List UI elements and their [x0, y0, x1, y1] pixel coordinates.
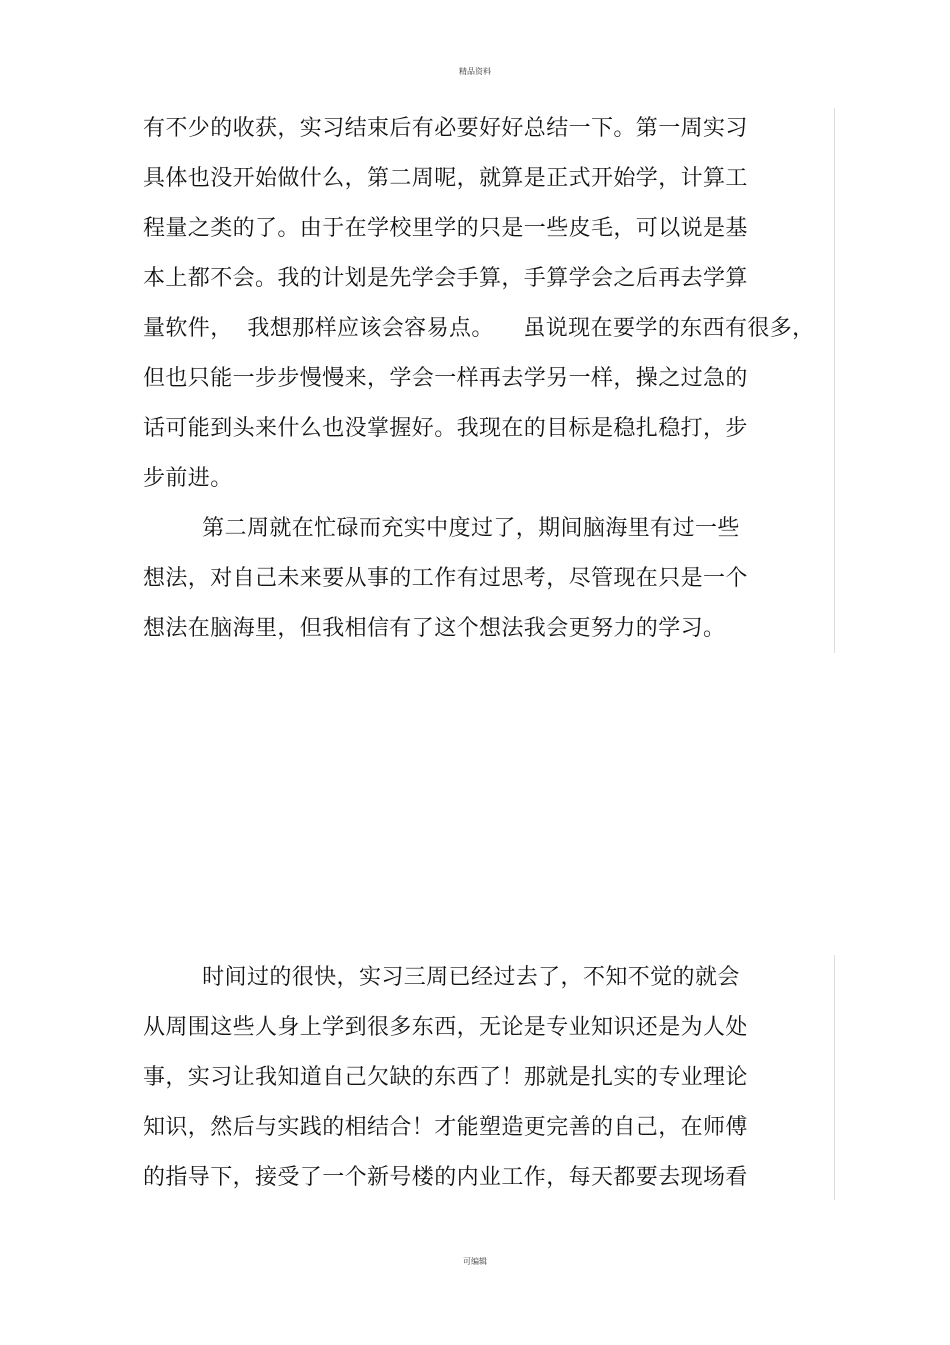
text-line: 想法，对自己未来要从事的工作有过思考，尽管现在只是一个 — [143, 566, 748, 591]
text-line: 的指导下，接受了一个新号楼的内业工作，每天都要去现场看 — [143, 1165, 748, 1190]
page-footer: 可编辑 — [463, 1257, 487, 1266]
text-line: 程量之类的了。由于在学校里学的只是一些皮毛，可以说是基 — [143, 216, 748, 241]
text-line: 从周围这些人身上学到很多东西，无论是专业知识还是为人处 — [143, 1015, 748, 1040]
text-line: 但也只能一步步慢慢来，学会一样再去学另一样，操之过急的 — [143, 366, 748, 391]
text-line: 事，实习让我知道自己欠缺的东西了！那就是扎实的专业理论 — [143, 1065, 748, 1090]
text-line: 想法在脑海里，但我相信有了这个想法我会更努力的学习。 — [143, 616, 726, 641]
text-line: 时间过的很快，实习三周已经过去了，不知不觉的就会 — [143, 965, 740, 990]
text-line: 知识，然后与实践的相结合！才能塑造更完善的自己，在师傅 — [143, 1115, 748, 1140]
page-header: 精品资料 — [459, 67, 491, 76]
text-line: 具体也没开始做什么，第二周呢，就算是正式开始学，计算工 — [143, 166, 748, 191]
text-line: 第二周就在忙碌而充实中度过了，期间脑海里有过一些 — [143, 516, 740, 541]
text-line: 步前进。 — [143, 466, 233, 491]
text-line: 本上都不会。我的计划是先学会手算，手算学会之后再去学算 — [143, 266, 748, 291]
text-line: 量软件， 我想那样应该会容易点。 虽说现在要学的东西有很多， — [143, 316, 815, 341]
text-line: 有不少的收获，实习结束后有必要好好总结一下。第一周实习 — [143, 116, 748, 141]
text-line: 话可能到头来什么也没掌握好。我现在的目标是稳扎稳打，步 — [143, 416, 748, 441]
